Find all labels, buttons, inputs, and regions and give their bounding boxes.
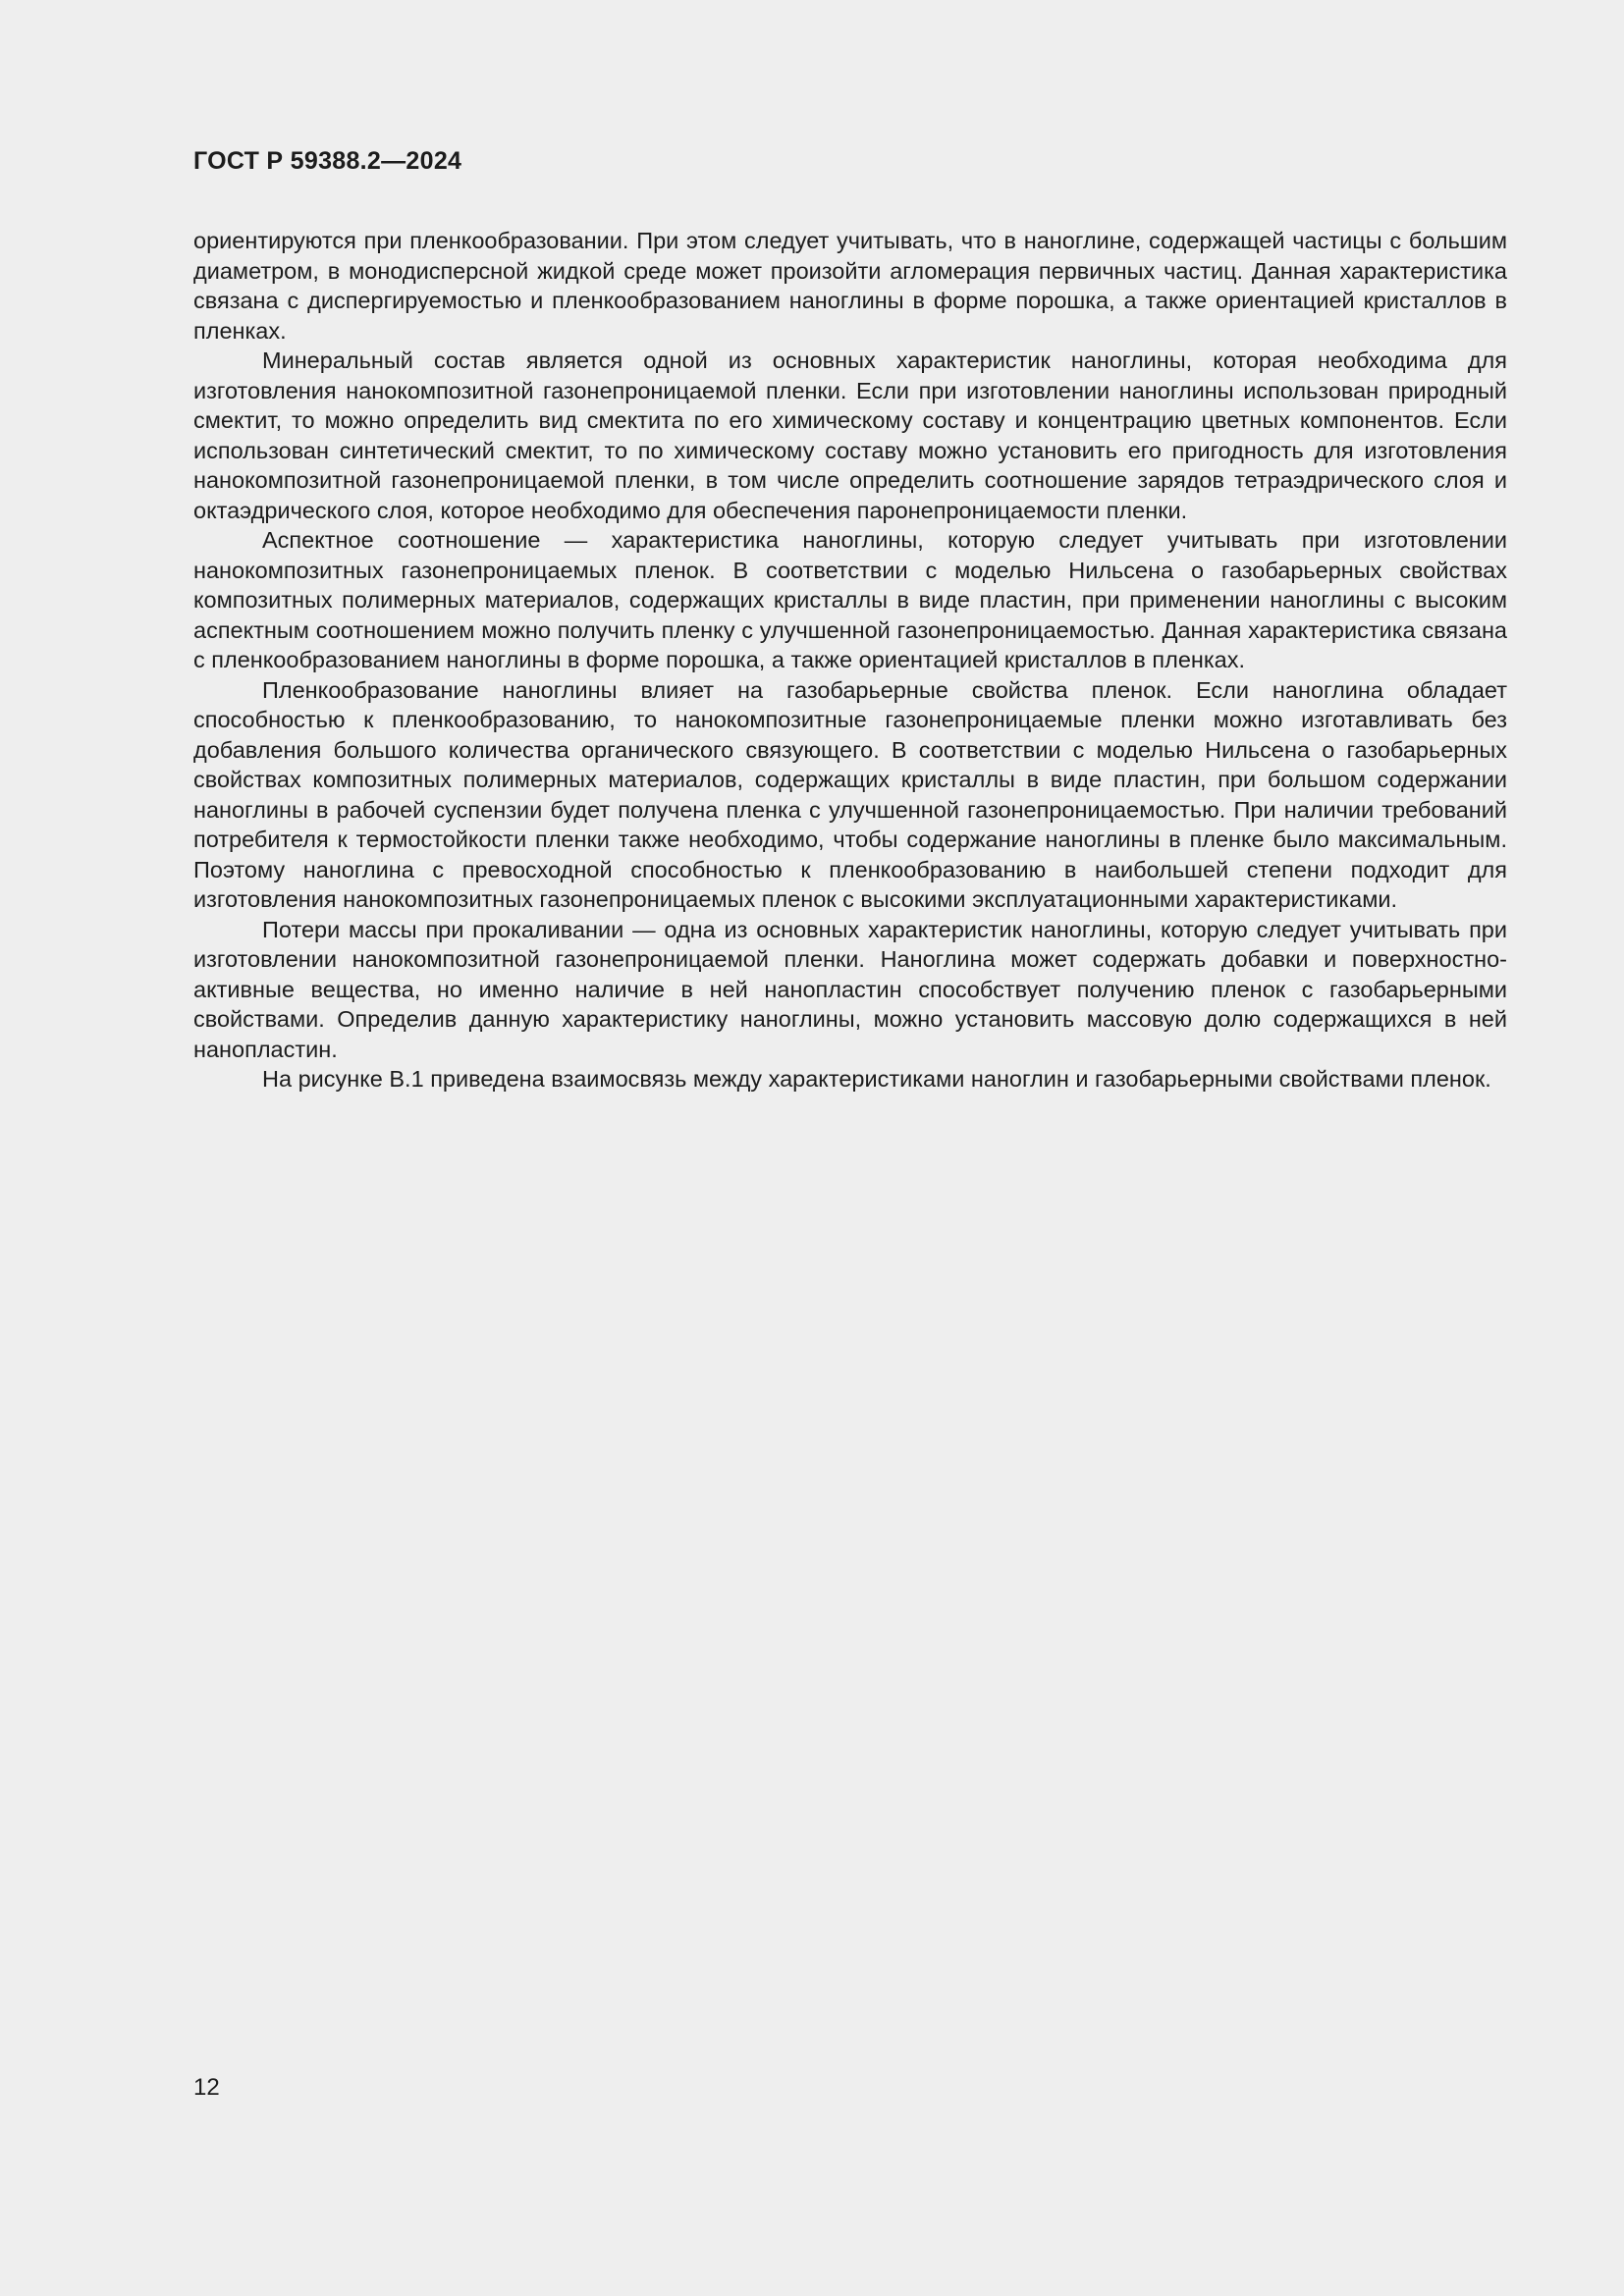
paragraph-continuation: ориентируются при пленкообразовании. При этом следует учитывать, что в наноглине, содержащей частицы с большим диаметром, в монодисперсной жидкой среде может произойти агломерация первичных частиц. Данная характеристика связана с диспергируемостью и пленкообразованием наноглины в форме порошка, а также ориентацией кристаллов в пленках. bbox=[193, 228, 1507, 344]
paragraph-film-formation: Пленкообразование наноглины влияет на газобарьерные свойства пленок. Если наноглина обладает способностью к пленкообразованию, то нанокомпозитные газонепроницаемые пленки можно изготавливать без добавления большого количества органического связующего. В соответствии с моделью Нильсена о газобарьерных свойствах композитных полимерных материалов, содержащих кристаллы в виде пластин, при большом содержании наноглины в рабочей суспензии будет получена пленка с улучшенной газонепроницаемостью. При наличии требований потребителя к термостойкости пленки также необходимо, чтобы содержание наноглины в пленке было максимальным. Поэтому наноглина с превосходной способностью к пленкообразованию в наибольшей степени подходит для изготовления нанокомпозитных газонепроницаемых пленок с высокими эксплуатационными характеристиками. bbox=[193, 676, 1507, 912]
paragraph-loss-on-ignition: Потери массы при прокаливании — одна из основных характеристик наноглины, которую следует учитывать при изготовлении нанокомпозитной газонепроницаемой пленки. Наноглина может содержать добавки и поверхностно-активные вещества, но именно наличие в ней нанопластин способствует получению пленок с газобарьерными свойствами. Определив данную характеристику наноглины, можно установить массовую долю содержащихся в ней нанопластин. bbox=[193, 916, 1507, 1062]
page-number: 12 bbox=[193, 2074, 220, 2101]
paragraph-figure-reference: На рисунке В.1 приведена взаимосвязь между характеристиками наноглин и газобарьерными свойствами пленок. bbox=[262, 1066, 1491, 1092]
body-text bbox=[193, 226, 1507, 1095]
paragraph-aspect-ratio: Аспектное соотношение — характеристика наноглины, которую следует учитывать при изготовлении нанокомпозитных газонепроницаемых пленок. В соответствии с моделью Нильсена о газобарьерных свойствах композитных полимерных материалов, содержащих кристаллы в виде пластин, при применении наноглины с высоким аспектным соотношением можно получить пленку с улучшенной газонепроницаемостью. Данная характеристика связана с пленкообразованием наноглины в форме порошка, а также ориентацией кристаллов в пленках. bbox=[193, 527, 1507, 672]
standard-header: ГОСТ Р 59388.2—2024 bbox=[193, 147, 462, 175]
paragraph-mineral-composition: Минеральный состав является одной из основных характеристик наноглины, которая необходима для изготовления нанокомпозитной газонепроницаемой пленки. Если при изготовлении наноглины использован природный смектит, то можно определить вид смектита по его химическому составу и концентрацию цветных компонентов. Если использован синтетический смектит, то по химическому составу можно установить его пригодность для изготовления нанокомпозитной газонепроницаемой пленки, в том числе определить соотношение зарядов тетраэдрического слоя и октаэдрического слоя, которое необходимо для обеспечения паронепроницаемости пленки. bbox=[193, 347, 1507, 523]
